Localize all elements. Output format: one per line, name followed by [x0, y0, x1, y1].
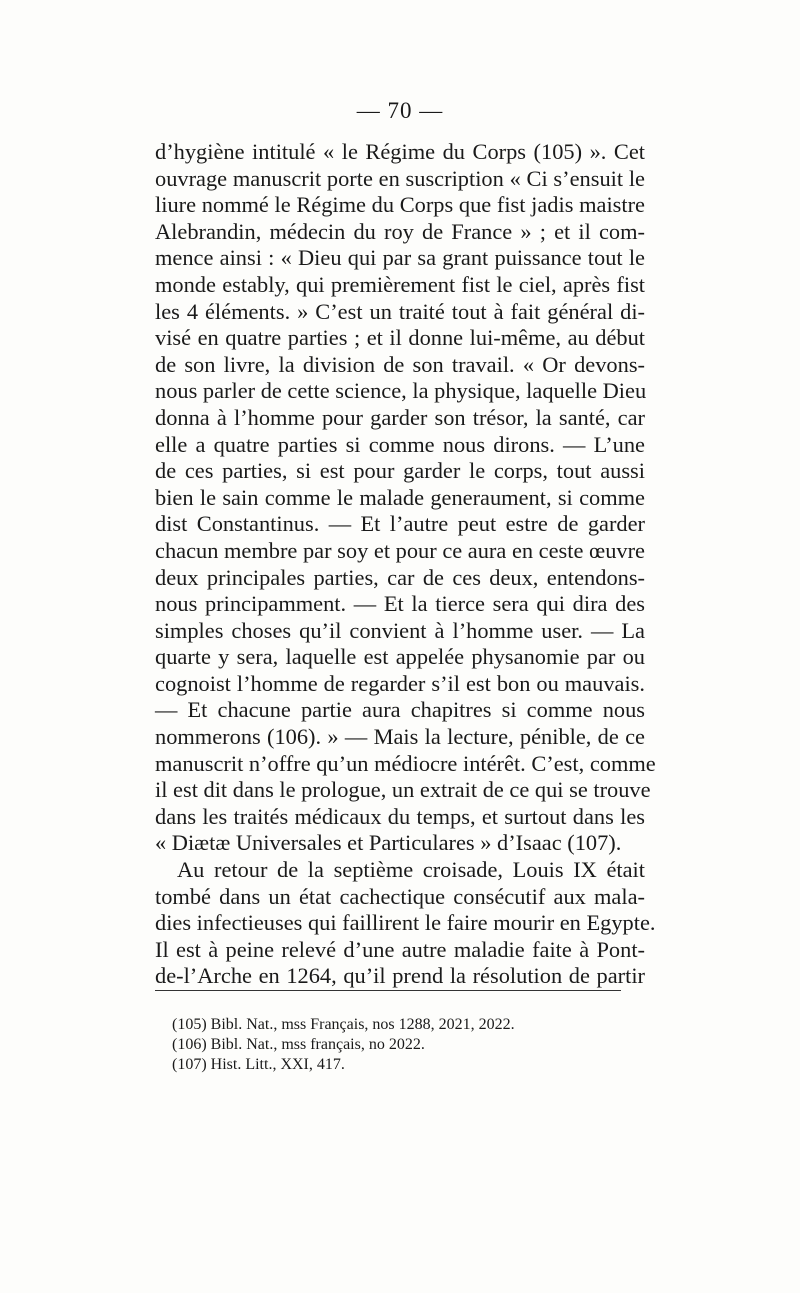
text-line: dist Constantinus. — Et l’autre peut estre de garder [155, 511, 645, 537]
text-line: liure nommé le Régime du Corps que fist jadis maistre [155, 192, 645, 218]
text-line: de son livre, la division de son travail. « Or devons- [155, 351, 645, 377]
text-line: cognoist l’homme de regarder s’il est bon ou mauvais. [155, 670, 645, 696]
text-line: elle a quatre parties si comme nous dirons. — L’une [155, 431, 645, 457]
text-line: quarte y sera, laquelle est appelée physanomie par ou [155, 644, 645, 670]
text-line: bien le sain comme le malade generaument, si comme [155, 484, 645, 510]
footnote: (105) Bibl. Nat., mss Français, nos 1288, 2021, 2022. [172, 1016, 515, 1033]
text-line: dies infectieuses qui faillirent le faire mourir en Egypte. [155, 910, 656, 936]
text-line: de ces parties, si est pour garder le corps, tout aussi [155, 458, 645, 484]
text-line: les 4 éléments. » C’est un traité tout à fait général di- [155, 298, 645, 324]
text-line: il est dit dans le prologue, un extrait de ce qui se trouve [155, 777, 651, 803]
footnote: (106) Bibl. Nat., mss français, no 2022. [172, 1036, 425, 1053]
text-line: d’hygiène intitulé « le Régime du Corps (105) ». Cet [155, 139, 645, 164]
footnote-divider [155, 990, 621, 991]
text-line: dans les traités médicaux du temps, et surtout dans les [155, 803, 645, 829]
text-line: nous principamment. — Et la tierce sera qui dira des [155, 591, 645, 617]
text-line: manuscrit n’offre qu’un médiocre intérêt. C’est, comme [155, 750, 656, 776]
footnotes [172, 1015, 632, 1075]
text-line: tombé dans un état cachectique consécutif aux mala- [155, 883, 645, 909]
paragraph-start-line: Au retour de la septième croisade, Louis IX était [177, 857, 645, 883]
footnote: (107) Hist. Litt., XXI, 417. [172, 1056, 345, 1073]
text-line: visé en quatre parties ; et il donne lui-même, au début [155, 325, 645, 351]
text-line: de-l’Arche en 1264, qu’il prend la résolution de partir [155, 963, 645, 989]
page-number: — 70 — [356, 98, 444, 123]
text-line: Alebrandin, médecin du roy de France » ; et il com- [155, 218, 645, 244]
text-line: « Diætæ Universales et Particulares » d’Isaac (107). [155, 830, 622, 856]
text-line: mence ainsi : « Dieu qui par sa grant puissance tout le [155, 245, 645, 271]
text-line: ouvrage manuscrit porte en suscription « Ci s’ensuit le [155, 165, 645, 191]
body-text [155, 139, 656, 990]
text-line: nommerons (106). » — Mais la lecture, pénible, de ce [155, 724, 645, 750]
text-line: — Et chacune partie aura chapitres si comme nous [155, 697, 645, 723]
text-line: chacun membre par soy et pour ce aura en ceste œuvre [155, 537, 645, 563]
text-line: monde estably, qui premièrement fist le ciel, après fist [155, 271, 645, 297]
text-line: simples choses qu’il convient à l’homme user. — La [155, 617, 645, 643]
text-line: deux principales parties, car de ces deux, entendons- [155, 564, 645, 590]
text-line: Il est à peine relevé d’une autre maladie faite à Pont- [155, 936, 645, 962]
text-line: donna à l’homme pour garder son trésor, la santé, car [155, 404, 645, 430]
text-line: nous parler de cette science, la physique, laquelle Dieu [155, 378, 647, 404]
